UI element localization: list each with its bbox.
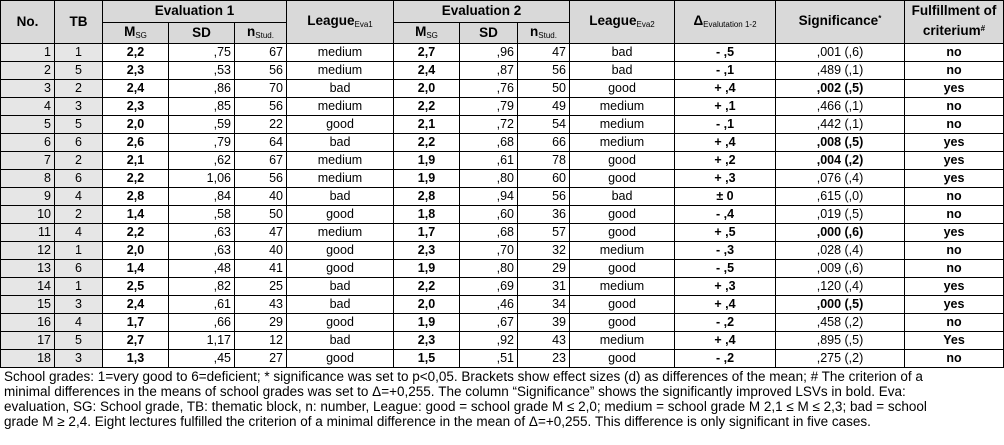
cell-n-1: 56 — [235, 62, 287, 80]
cell-n-1: 64 — [235, 134, 287, 152]
cell-msg-2: 2,2 — [394, 278, 460, 296]
table-row — [1, 152, 1004, 170]
msg1-sub: SG — [135, 30, 147, 40]
cell-sd-2: ,79 — [460, 98, 518, 116]
cell-sd-1: ,53 — [169, 62, 235, 80]
cell-no: 15 — [1, 296, 55, 314]
fulfillment-line1: Fulfillment of — [911, 3, 997, 18]
cell-n-2: 29 — [518, 260, 570, 278]
cell-n-1: 40 — [235, 242, 287, 260]
cell-msg-1: 2,3 — [103, 98, 169, 116]
cell-fulfillment: Yes — [905, 332, 1004, 350]
footnote: School grades: 1=very good to 6=deficient; * significance was set to p<0,05. Brackets show effect sizes (d) as differences of the mean; # The criterion of a minimal differences in the means of school grades was set to Δ=+0,255. The column “Significance” shows the significantly improved LSVs in bold. Eva: evaluation, SG: School grade, TB: thematic block, n: number, League: good = school grade M ≤ 2,0; medium = school grade M 2,1 ≤ M ≤ 2,3; bad = school grade M ≥ 2,4. Eight lectures fulfilled the criterion of a minimal difference in the mean of Δ=+0,255. This difference is only significant in five cases. — [4, 369, 927, 429]
cell-sd-2: ,51 — [460, 350, 518, 368]
cell-tb: 1 — [55, 242, 103, 260]
cell-delta: + ,5 — [675, 224, 776, 242]
cell-fulfillment: no — [905, 206, 1004, 224]
cell-msg-1: 1,4 — [103, 206, 169, 224]
cell-delta: + ,1 — [675, 98, 776, 116]
cell-no: 2 — [1, 62, 55, 80]
league-eva2-label: League — [589, 13, 637, 28]
cell-sd-2: ,68 — [460, 134, 518, 152]
cell-league-eva1: medium — [287, 152, 394, 170]
cell-league-eva2: good — [570, 152, 675, 170]
cell-sd-1: ,79 — [169, 134, 235, 152]
cell-significance: ,895 (,5) — [776, 332, 905, 350]
cell-tb: 3 — [55, 98, 103, 116]
cell-msg-2: 1,9 — [394, 260, 460, 278]
cell-league-eva1: good — [287, 314, 394, 332]
cell-msg-1: 2,6 — [103, 134, 169, 152]
league-eva1-label: League — [307, 13, 355, 28]
cell-n-1: 70 — [235, 80, 287, 98]
cell-n-1: 27 — [235, 350, 287, 368]
cell-significance: ,275 (,2) — [776, 350, 905, 368]
table-row — [1, 332, 1004, 350]
cell-msg-2: 2,0 — [394, 296, 460, 314]
cell-sd-2: ,67 — [460, 314, 518, 332]
col-sd-1: SD — [169, 22, 235, 44]
cell-league-eva2: medium — [570, 278, 675, 296]
table-row — [1, 314, 1004, 332]
cell-msg-2: 2,7 — [394, 44, 460, 62]
cell-delta: + ,4 — [675, 134, 776, 152]
cell-delta: + ,3 — [675, 170, 776, 188]
cell-no: 8 — [1, 170, 55, 188]
cell-league-eva1: good — [287, 242, 394, 260]
cell-n-2: 43 — [518, 332, 570, 350]
msg1-label: M — [124, 23, 136, 39]
cell-no: 10 — [1, 206, 55, 224]
cell-league-eva1: medium — [287, 98, 394, 116]
cell-league-eva2: good — [570, 170, 675, 188]
cell-msg-1: 2,4 — [103, 296, 169, 314]
cell-sd-1: ,75 — [169, 44, 235, 62]
col-n-2 — [518, 22, 570, 44]
delta-sub: Evalutation 1-2 — [703, 20, 757, 29]
cell-sd-1: ,82 — [169, 278, 235, 296]
cell-fulfillment: no — [905, 44, 1004, 62]
col-evaluation-2: Evaluation 2 — [394, 1, 570, 23]
cell-tb: 5 — [55, 116, 103, 134]
cell-msg-2: 2,2 — [394, 134, 460, 152]
cell-msg-1: 2,0 — [103, 116, 169, 134]
cell-league-eva1: good — [287, 350, 394, 368]
cell-no: 18 — [1, 350, 55, 368]
cell-msg-2: 2,1 — [394, 116, 460, 134]
cell-no: 16 — [1, 314, 55, 332]
cell-fulfillment: no — [905, 260, 1004, 278]
table-row — [1, 260, 1004, 278]
cell-n-1: 67 — [235, 152, 287, 170]
cell-n-1: 22 — [235, 116, 287, 134]
significance-label: Significance — [798, 13, 879, 28]
cell-n-2: 54 — [518, 116, 570, 134]
cell-n-2: 32 — [518, 242, 570, 260]
cell-msg-1: 1,7 — [103, 314, 169, 332]
cell-delta: - ,3 — [675, 242, 776, 260]
cell-tb: 4 — [55, 314, 103, 332]
cell-tb: 4 — [55, 188, 103, 206]
cell-significance: ,120 (,4) — [776, 278, 905, 296]
cell-significance: ,028 (,4) — [776, 242, 905, 260]
league-eva2-sub: Eva2 — [636, 20, 655, 29]
col-sd-2: SD — [460, 22, 518, 44]
cell-n-2: 50 — [518, 80, 570, 98]
cell-league-eva2: good — [570, 314, 675, 332]
cell-league-eva1: good — [287, 206, 394, 224]
cell-delta: - ,4 — [675, 206, 776, 224]
cell-n-1: 40 — [235, 188, 287, 206]
cell-league-eva1: bad — [287, 188, 394, 206]
cell-league-eva1: bad — [287, 134, 394, 152]
cell-n-1: 29 — [235, 314, 287, 332]
cell-no: 4 — [1, 98, 55, 116]
cell-no: 13 — [1, 260, 55, 278]
cell-sd-1: ,66 — [169, 314, 235, 332]
cell-league-eva1: good — [287, 260, 394, 278]
cell-league-eva1: bad — [287, 278, 394, 296]
col-no: No. — [1, 1, 55, 44]
cell-league-eva1: medium — [287, 44, 394, 62]
col-evaluation-1: Evaluation 1 — [103, 1, 287, 23]
cell-sd-2: ,46 — [460, 296, 518, 314]
cell-significance: ,076 (,4) — [776, 170, 905, 188]
cell-fulfillment: no — [905, 350, 1004, 368]
n1-sub: Stud. — [255, 30, 274, 40]
cell-msg-1: 2,8 — [103, 188, 169, 206]
msg2-sub: SG — [426, 30, 438, 40]
cell-sd-1: ,63 — [169, 242, 235, 260]
cell-delta: - ,2 — [675, 314, 776, 332]
cell-tb: 3 — [55, 350, 103, 368]
table-row — [1, 224, 1004, 242]
cell-msg-1: 2,3 — [103, 62, 169, 80]
significance-sup: * — [878, 14, 882, 23]
n1-label: n — [247, 23, 256, 39]
cell-league-eva2: medium — [570, 98, 675, 116]
col-tb: TB — [55, 1, 103, 44]
cell-tb: 4 — [55, 224, 103, 242]
cell-n-1: 56 — [235, 98, 287, 116]
table-row — [1, 116, 1004, 134]
cell-sd-1: ,45 — [169, 350, 235, 368]
cell-delta: ± 0 — [675, 188, 776, 206]
cell-significance: ,442 (,1) — [776, 116, 905, 134]
cell-significance: ,009 (,6) — [776, 260, 905, 278]
cell-n-2: 57 — [518, 224, 570, 242]
cell-league-eva2: good — [570, 260, 675, 278]
cell-sd-2: ,69 — [460, 278, 518, 296]
cell-n-1: 56 — [235, 170, 287, 188]
cell-league-eva2: good — [570, 206, 675, 224]
col-fulfillment — [905, 1, 1004, 44]
cell-league-eva2: bad — [570, 188, 675, 206]
cell-significance: ,000 (,5) — [776, 296, 905, 314]
col-msg-2 — [394, 22, 460, 44]
cell-no: 6 — [1, 134, 55, 152]
cell-n-2: 49 — [518, 98, 570, 116]
col-n-1 — [235, 22, 287, 44]
table-row — [1, 278, 1004, 296]
cell-msg-2: 2,3 — [394, 242, 460, 260]
cell-fulfillment: yes — [905, 296, 1004, 314]
cell-sd-1: ,61 — [169, 296, 235, 314]
col-significance — [776, 1, 905, 44]
cell-league-eva2: good — [570, 80, 675, 98]
cell-msg-2: 2,4 — [394, 62, 460, 80]
msg2-label: M — [415, 23, 427, 39]
cell-fulfillment: yes — [905, 170, 1004, 188]
cell-msg-1: 2,2 — [103, 44, 169, 62]
cell-fulfillment: no — [905, 242, 1004, 260]
cell-no: 7 — [1, 152, 55, 170]
cell-msg-1: 2,5 — [103, 278, 169, 296]
cell-sd-2: ,70 — [460, 242, 518, 260]
cell-delta: - ,1 — [675, 116, 776, 134]
cell-sd-2: ,72 — [460, 116, 518, 134]
league-eva1-sub: Eva1 — [354, 20, 373, 29]
cell-sd-2: ,60 — [460, 206, 518, 224]
cell-fulfillment: no — [905, 98, 1004, 116]
cell-msg-1: 2,2 — [103, 224, 169, 242]
cell-league-eva2: bad — [570, 62, 675, 80]
n2-sub: Stud. — [538, 30, 557, 40]
cell-no: 11 — [1, 224, 55, 242]
cell-sd-2: ,61 — [460, 152, 518, 170]
cell-msg-2: 1,7 — [394, 224, 460, 242]
cell-sd-2: ,76 — [460, 80, 518, 98]
cell-msg-1: 2,1 — [103, 152, 169, 170]
cell-no: 17 — [1, 332, 55, 350]
cell-league-eva1: bad — [287, 296, 394, 314]
table-row — [1, 242, 1004, 260]
cell-delta: - ,5 — [675, 260, 776, 278]
col-msg-1 — [103, 22, 169, 44]
cell-sd-1: ,86 — [169, 80, 235, 98]
cell-significance: ,001 (,6) — [776, 44, 905, 62]
cell-delta: - ,5 — [675, 44, 776, 62]
cell-delta: + ,4 — [675, 332, 776, 350]
cell-league-eva1: good — [287, 116, 394, 134]
cell-tb: 1 — [55, 278, 103, 296]
cell-sd-1: ,85 — [169, 98, 235, 116]
cell-fulfillment: no — [905, 116, 1004, 134]
cell-msg-1: 2,0 — [103, 242, 169, 260]
cell-delta: + ,2 — [675, 152, 776, 170]
table-row — [1, 170, 1004, 188]
cell-tb: 2 — [55, 152, 103, 170]
cell-fulfillment: no — [905, 314, 1004, 332]
cell-league-eva2: medium — [570, 332, 675, 350]
table-row — [1, 296, 1004, 314]
table-row — [1, 80, 1004, 98]
cell-significance: ,615 (,0) — [776, 188, 905, 206]
cell-fulfillment: no — [905, 188, 1004, 206]
cell-msg-2: 1,9 — [394, 314, 460, 332]
cell-sd-1: ,62 — [169, 152, 235, 170]
cell-n-2: 66 — [518, 134, 570, 152]
cell-no: 1 — [1, 44, 55, 62]
cell-msg-1: 2,4 — [103, 80, 169, 98]
cell-league-eva1: bad — [287, 80, 394, 98]
cell-sd-1: ,48 — [169, 260, 235, 278]
cell-no: 9 — [1, 188, 55, 206]
cell-sd-2: ,80 — [460, 260, 518, 278]
cell-league-eva1: medium — [287, 62, 394, 80]
cell-tb: 6 — [55, 260, 103, 278]
table-row — [1, 188, 1004, 206]
cell-sd-1: ,59 — [169, 116, 235, 134]
cell-n-2: 56 — [518, 62, 570, 80]
cell-no: 14 — [1, 278, 55, 296]
cell-tb: 2 — [55, 80, 103, 98]
cell-sd-1: 1,17 — [169, 332, 235, 350]
table-row — [1, 62, 1004, 80]
cell-league-eva2: good — [570, 296, 675, 314]
table-row — [1, 350, 1004, 368]
col-league-eva1 — [287, 1, 394, 44]
cell-tb: 6 — [55, 134, 103, 152]
cell-league-eva1: medium — [287, 224, 394, 242]
cell-n-2: 60 — [518, 170, 570, 188]
cell-significance: ,002 (,5) — [776, 80, 905, 98]
table-row — [1, 206, 1004, 224]
cell-delta: - ,1 — [675, 62, 776, 80]
cell-league-eva2: good — [570, 224, 675, 242]
cell-significance: ,489 (,1) — [776, 62, 905, 80]
cell-sd-1: 1,06 — [169, 170, 235, 188]
cell-msg-1: 1,4 — [103, 260, 169, 278]
cell-n-1: 41 — [235, 260, 287, 278]
cell-msg-1: 2,7 — [103, 332, 169, 350]
cell-n-2: 31 — [518, 278, 570, 296]
cell-league-eva2: good — [570, 350, 675, 368]
cell-msg-2: 1,5 — [394, 350, 460, 368]
cell-n-1: 12 — [235, 332, 287, 350]
col-league-eva2 — [570, 1, 675, 44]
cell-delta: - ,2 — [675, 350, 776, 368]
cell-league-eva2: medium — [570, 242, 675, 260]
cell-sd-1: ,58 — [169, 206, 235, 224]
delta-symbol: Δ — [693, 13, 704, 28]
cell-msg-2: 2,8 — [394, 188, 460, 206]
cell-sd-2: ,68 — [460, 224, 518, 242]
cell-msg-2: 2,2 — [394, 98, 460, 116]
cell-no: 3 — [1, 80, 55, 98]
table-row — [1, 98, 1004, 116]
cell-msg-2: 1,9 — [394, 170, 460, 188]
cell-n-2: 78 — [518, 152, 570, 170]
cell-msg-1: 2,2 — [103, 170, 169, 188]
cell-significance: ,466 (,1) — [776, 98, 905, 116]
cell-tb: 1 — [55, 44, 103, 62]
cell-league-eva2: bad — [570, 44, 675, 62]
n2-label: n — [530, 23, 539, 39]
cell-n-2: 36 — [518, 206, 570, 224]
cell-sd-2: ,94 — [460, 188, 518, 206]
cell-n-1: 47 — [235, 224, 287, 242]
cell-fulfillment: no — [905, 62, 1004, 80]
cell-delta: + ,4 — [675, 80, 776, 98]
cell-delta: + ,3 — [675, 278, 776, 296]
cell-fulfillment: yes — [905, 80, 1004, 98]
cell-significance: ,019 (,5) — [776, 206, 905, 224]
cell-no: 5 — [1, 116, 55, 134]
table-row — [1, 44, 1004, 62]
cell-sd-1: ,63 — [169, 224, 235, 242]
cell-significance: ,000 (,6) — [776, 224, 905, 242]
cell-n-2: 23 — [518, 350, 570, 368]
cell-n-1: 25 — [235, 278, 287, 296]
cell-n-2: 34 — [518, 296, 570, 314]
cell-significance: ,458 (,2) — [776, 314, 905, 332]
cell-fulfillment: yes — [905, 152, 1004, 170]
cell-fulfillment: yes — [905, 134, 1004, 152]
cell-significance: ,008 (,5) — [776, 134, 905, 152]
col-delta — [675, 1, 776, 44]
cell-fulfillment: yes — [905, 278, 1004, 296]
cell-fulfillment: yes — [905, 224, 1004, 242]
fulfillment-sup: # — [980, 24, 986, 33]
cell-msg-2: 2,0 — [394, 80, 460, 98]
cell-sd-2: ,80 — [460, 170, 518, 188]
cell-league-eva1: medium — [287, 170, 394, 188]
cell-msg-1: 1,3 — [103, 350, 169, 368]
cell-league-eva2: medium — [570, 134, 675, 152]
table-row — [1, 134, 1004, 152]
cell-sd-2: ,87 — [460, 62, 518, 80]
cell-tb: 2 — [55, 206, 103, 224]
fulfillment-line2: criterium — [922, 23, 981, 38]
cell-significance: ,004 (,2) — [776, 152, 905, 170]
cell-sd-2: ,96 — [460, 44, 518, 62]
cell-league-eva1: bad — [287, 332, 394, 350]
cell-delta: + ,4 — [675, 296, 776, 314]
cell-tb: 5 — [55, 62, 103, 80]
cell-n-2: 47 — [518, 44, 570, 62]
cell-no: 12 — [1, 242, 55, 260]
cell-n-2: 39 — [518, 314, 570, 332]
cell-n-2: 56 — [518, 188, 570, 206]
cell-n-1: 50 — [235, 206, 287, 224]
cell-sd-2: ,92 — [460, 332, 518, 350]
cell-n-1: 67 — [235, 44, 287, 62]
cell-tb: 6 — [55, 170, 103, 188]
cell-msg-2: 1,8 — [394, 206, 460, 224]
cell-tb: 5 — [55, 332, 103, 350]
cell-msg-2: 2,3 — [394, 332, 460, 350]
cell-msg-2: 1,9 — [394, 152, 460, 170]
cell-n-1: 43 — [235, 296, 287, 314]
cell-tb: 3 — [55, 296, 103, 314]
cell-league-eva2: medium — [570, 116, 675, 134]
cell-sd-1: ,84 — [169, 188, 235, 206]
